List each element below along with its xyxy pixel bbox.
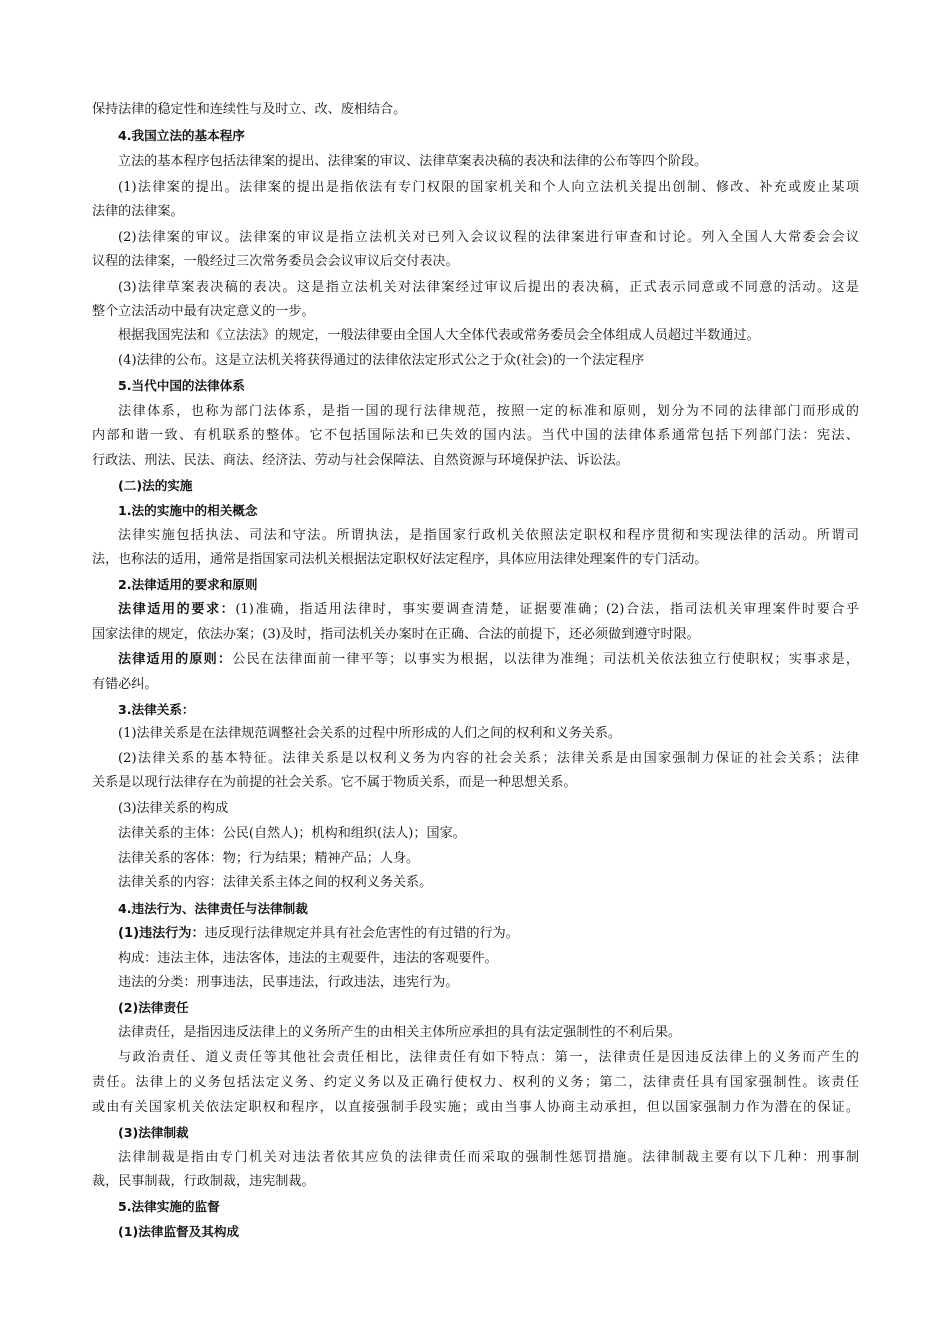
- paragraph-line: 法律关系的主体：公民(自然人)；机构和组织(法人)；国家。: [118, 826, 466, 841]
- principles-text: 公民在法律面前一律平等；以事实为根据，以法律为准绳；司法机关依法独立行使职权；实事求是，: [232, 652, 860, 667]
- paragraph-line: 法律关系的客体：物；行为结果；精神产品；人身。: [118, 851, 420, 866]
- text-line: 保持法律的稳定性和连续性与及时立、改、废相结合。: [92, 102, 407, 117]
- paragraph-line: [118, 923, 519, 945]
- requirements-lead: 法律适用的要求：: [118, 602, 236, 617]
- illegal-act-text: 违反现行法律规定并具有社会危害性的有过错的行为。: [204, 926, 519, 941]
- paragraph-line: 构成：违法主体，违法客体，违法的主观要件，违法的客观要件。: [118, 951, 498, 966]
- paragraph-line: 法律体系，也称为部门法体系，是指一国的现行法律规范，按照一定的标准和原则，划分为不同的法律部门而形成的: [118, 404, 859, 419]
- requirements-text: (1)准确，指适用法律时，事实要调查清楚，证据要准确；(2)合法，指司法机关审理案件时要合乎: [235, 602, 860, 617]
- paragraph-line: (2)法律关系的基本特征。法律关系是以权利义务为内容的社会关系；法律关系是由国家强制力保证的社会关系；法律: [118, 751, 859, 766]
- paragraph-line: 法律关系的内容：法律关系主体之间的权利义务关系。: [118, 875, 433, 890]
- paragraph-line: (1)法律案的提出。法律案的提出是指依法有专门权限的国家机关和个人向立法机关提出创制、修改、补充或废止某项: [118, 180, 859, 195]
- paragraph-line: 整个立法活动中最有决定意义的一步。: [92, 304, 315, 319]
- section-heading: (二)法的实施: [118, 478, 193, 493]
- paragraph-line: (4)法律的公布。这是立法机关将获得通过的法律依法定形式公之于众(社会)的一个法定程序: [118, 353, 645, 368]
- paragraph-line: 有错必纠。: [92, 677, 158, 692]
- paragraph-line: 根据我国宪法和《立法法》的规定，一般法律要由全国人大全体代表或常务委员会全体组成人员超过半数通过。: [118, 328, 760, 343]
- paragraph-line: 法律实施包括执法、司法和守法。所谓执法，是指国家行政机关依照法定职权和程序贯彻和实现法律的活动。所谓司: [118, 528, 859, 543]
- paragraph-line: 与政治责任、道义责任等其他社会责任相比，法律责任有如下特点：第一，法律责任是因违反法律上的义务而产生的: [118, 1050, 859, 1065]
- paragraph-line: 法，也称法的适用，通常是指国家司法机关根据法定职权好法定程序，具体应用法律处理案件的专门活动。: [92, 552, 708, 567]
- paragraph-line: 行政法、刑法、民法、商法、经济法、劳动与社会保障法、自然资源与环境保护法、诉讼法。: [92, 453, 629, 468]
- paragraph-line: 法律责任，是指因违反法律上的义务所产生的由相关主体所应承担的具有法定强制性的不利后果。: [118, 1025, 682, 1040]
- paragraph-line: 责任。法律上的义务包括法定义务、约定义务以及正确行使权力、权利的义务；第二，法律责任具有国家强制性。该责任: [92, 1075, 859, 1090]
- paragraph-line: 或由有关国家机关依法定职权和程序，以直接强制手段实施；或由当事人协商主动承担，但以国家强制力作为潜在的保证。: [92, 1100, 859, 1115]
- section-heading: 1.法的实施中的相关概念: [118, 503, 258, 518]
- paragraph-line: 违法的分类：刑事违法，民事违法，行政违法，违宪行为。: [118, 975, 459, 990]
- paragraph-line: 关系是以现行法律存在为前提的社会关系。它不属于物质关系，而是一种思想关系。: [92, 775, 577, 790]
- section-heading: 4.违法行为、法律责任与法律制裁: [118, 901, 308, 916]
- paragraph-line: (1)法律关系是在法律规范调整社会关系的过程中所形成的人们之间的权利和义务关系。: [118, 726, 622, 741]
- section-heading: 5.当代中国的法律体系: [118, 378, 245, 393]
- section-heading: (3)法律制裁: [118, 1125, 189, 1140]
- section-heading: (1)法律监督及其构成: [118, 1224, 240, 1239]
- paragraph-line: 法律制裁是指由专门机关对违法者依其应负的法律责任而采取的强制性惩罚措施。法律制裁主要有以下几种：刑事制: [118, 1150, 859, 1165]
- paragraph-line: 立法的基本程序包括法律案的提出、法律案的审议、法律草案表决稿的表决和法律的公布等四个阶段。: [118, 154, 708, 169]
- paragraph-line: [118, 649, 859, 671]
- paragraph-line: 议程的法律案，一般经过三次常务委员会会议审议后交付表决。: [92, 254, 459, 269]
- paragraph-line: 法律的法律案。: [92, 204, 184, 219]
- section-heading: 5.法律实施的监督: [118, 1199, 220, 1214]
- section-heading: 3.法律关系：: [118, 702, 195, 717]
- illegal-act-lead: (1)违法行为：: [118, 926, 205, 941]
- paragraph-line: (3)法律草案表决稿的表决。这是指立法机关对法律案经过审议后提出的表决稿，正式表示同意或不同意的活动。这是: [118, 280, 859, 295]
- section-heading: 2.法律适用的要求和原则: [118, 577, 258, 592]
- paragraph-line: (2)法律案的审议。法律案的审议是指立法机关对已列入会议议程的法律案进行审查和讨论。列入全国人大常委会会议: [118, 230, 859, 245]
- paragraph-line: 内部和谐一致、有机联系的整体。它不包括国际法和已失效的国内法。当代中国的法律体系通常包括下列部门法：宪法、: [92, 428, 859, 443]
- paragraph-line: 国家法律的规定，依法办案；(3)及时，指司法机关办案时在正确、合法的前提下，还必须做到遵守时限。: [92, 627, 700, 642]
- principles-lead: 法律适用的原则：: [118, 652, 233, 667]
- paragraph-line: 裁，民事制裁，行政制裁，违宪制裁。: [92, 1174, 315, 1189]
- section-heading: (2)法律责任: [118, 1000, 189, 1015]
- paragraph-line: (3)法律关系的构成: [118, 801, 229, 816]
- section-heading: 4.我国立法的基本程序: [118, 128, 245, 143]
- paragraph-line: [118, 599, 859, 621]
